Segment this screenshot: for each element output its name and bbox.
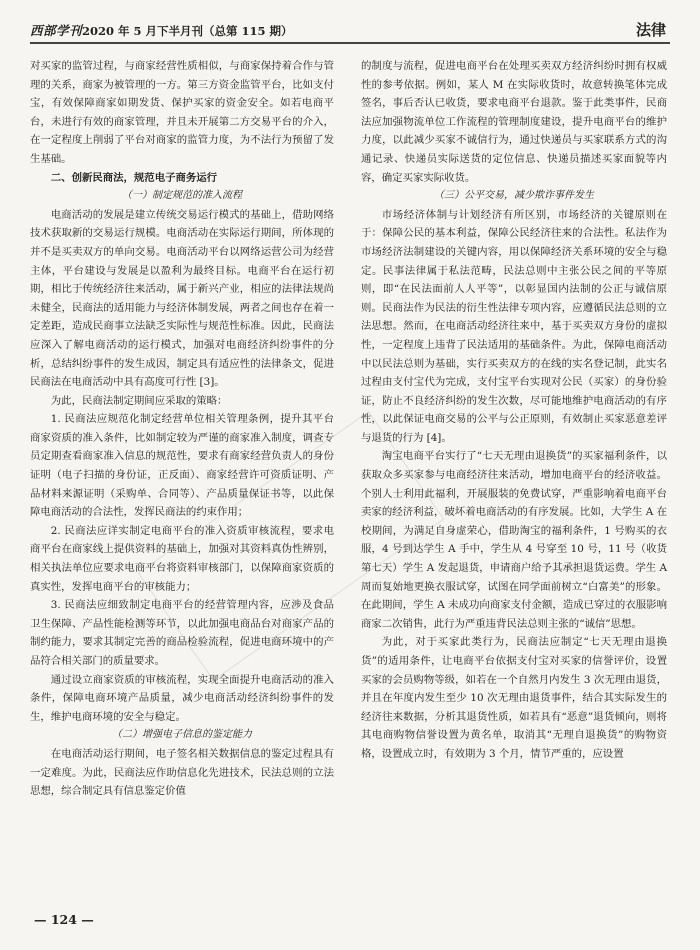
subsection-heading: （二）增强电子信息的鉴定能力: [112, 729, 252, 741]
journal-name: 西部学刊: [30, 23, 83, 38]
paragraph: 通过设立商家资质的审核流程，实现全面提升电商活动的准入条件，保障电商环境产品质量，减少电商活动经济纠纷事件的发生，维护电商环境的安全与稳定。: [30, 673, 334, 723]
journal-title: [30, 21, 293, 39]
paragraph: 在电商活动运行期间，电子签名相关数据信息的鉴定过程具有一定难度。为此，民商法应作助信息化先进技术，民法总则的立法思想，综合制定具有信息鉴定价值: [30, 747, 334, 798]
paragraph: 2. 民商法应详实制定电商平台的准入资质审核流程，要求电商平台在商家线上提供资料的基础上，加强对其资料真伪性辨别，相关执法单位应要求电商平台将资料审核部门，以保障商家资质的真实性，发挥电商平台的审核能力；: [30, 524, 334, 593]
paragraph: 为此，对于买家此类行为，民商法应制定“七天无理由退换货”的适用条件，让电商平台依据支付宝对买家的信誉评价，设置买家的会员购物等级，如若在一个自然月内发生 3 次无理由退货，并且在年度内发生至少 10 次无理由退货事件，结合其实际发生的经济往来数据，分析其退货性质，如若具有“恶意”退货倾向，则将其电商购物信誉设置为黄名单，取消其“无理自退换货”的购物资格，设置成立时，有效期为 3 个月，情节严重的，应设置: [361, 636, 667, 760]
journal-issue: 2020 年 5 月下半月刊（总第 115 期）: [82, 24, 293, 38]
paragraph: 淘宝电商平台实行了“七天无理由退换货”的买家福利条件，以获取众多买家参与电商经济往来活动，增加电商平台的经济收益。个别人士利用此福利，开展服装的免费试穿，严重影响着电商平台卖家的经济利益，破坏着电商活动的有序发展。比如，大学生 A 在校期间，为满足自身虚荣心，借助淘宝的福利条件，1 号购买的衣服，4 号到达学生 A 手中，学生从 4 号穿至 10 号，11 号（收货第七天）学生 A 发起退货，申请商户给予其承担退货运费。学生 A 周而复始地更换衣服试穿，试图在同学面前树立“白富美”的形象。在此期间，学生 A 未成功向商家支付金额，造成已穿过的衣服影响商家二次销售，此行为严重违背民法总则主张的“诚信”思想。: [361, 450, 667, 630]
subsection-heading: （三）公平交易，减少欺诈事件发生: [434, 190, 594, 202]
paragraph: 市场经济体制与计划经济有所区别，市场经济的关键原则在于：保障公民的基本利益，保障公民经济往来的合法性。私法作为市场经济法制建设的关键内容，用以保障经济关系环境的安全与稳定。民事法律属于私法范畴，民法总则中主张公民之间的平等原则，即“在民法面前人人平等”，以彰显国内法制的公正与诚信原则。民商法作为民法的衍生性法律专项内容，应遵循民法总则的立法思想。然而，在电商活动经济往来中，基于买卖双方身份的虚拟性，一定程度上违背了民法适用的基础条件。为此，保障电商活动中以民法总则为基础，实行买卖双方的在线的实名登记制，此实名过程由支付宝代为完成，支付宝平台实现对公民（买家）的身份验证，防止不良经济纠纷的发生次数，尽可能地维护电商活动的有序性，以此保证电商交易的公平与公正原则，有效制止买家恶意差评与退货的行为 [4]。: [361, 208, 667, 444]
right-column: [361, 57, 667, 764]
paragraph: 1. 民商法应规范化制定经营单位相关管理条例，提升其平台商家资质的准入条件，比如制定较为严谨的商家准入制度，调查专员定期查看商家准入信息的规范性，要求有商家经营负责人的身份证明（电子扫描的身份证，正反面）、商家经营许可资质证明、产品材料来源证明（采购单、合同等）、产品质量保证书等，以此保障电商活动的合法性，发挥民商法的约束作用；: [30, 413, 334, 519]
page-header: [30, 18, 670, 42]
subsection-heading: （一）制定规范的准入流程: [122, 190, 242, 202]
section-label: 法律: [635, 21, 666, 39]
header-divider: [30, 42, 670, 44]
paragraph: 3. 民商法应细致制定电商平台的经营管理内容，应涉及食品卫生保障、产品性能检测等环节，以此加强电商品台对商家产品的制约能力，要求其制定完善的商品检验流程，促进电商环境中的产品符合相关部门的质量要求。: [30, 599, 334, 667]
paragraph: 为此，民商法制定期间应采取的策略：: [50, 394, 228, 407]
page-number: — 124 —: [34, 912, 94, 927]
paragraph: 电商活动的发展是建立传统交易运行模式的基础上，借助网络技术获取新的交易运行规模。电商活动在实际运行期间，所体现的并不是买卖双方的单向交易。电商活动平台以网络运营公司为经营主体，平台建设与发展是以盈利为最终目标。电商平台在运行初期，相比于传统经济往来活动，属于新兴产业，相应的法律法规尚未健全，民商法的适用能力与经济体制发展，两者之间也存在着一定差距，造成民商事立法缺乏实际性与规范性标准。因此，民商法应深入了解电商活动的运行模式，加强对电商经济纠纷事件的分析，总结纠纷事件的发生成因，制定具有适应性的法律条文，促进民商法在电商活动中具有高度可行性 [3]。: [30, 208, 334, 389]
section-heading: 二、创新民商法，规范电子商务运行: [50, 171, 218, 184]
paragraph: 对买家的监管过程，与商家经营性质相似，与商家保持着合作与管理的关系，商家为被管理的一方。第三方资金监管平台，比如支付宝，有效保障商家如期发货、保护买家的资金安全。如若电商平台，未进行有效的商家管理，并且未开展第二方交易平台的介入，在一定程度上削弱了平台对商家的监管力度，为不法行为预留了发生基础。: [30, 60, 334, 165]
paragraph: 的制度与流程，促进电商平台在处理买卖双方经济纠纷时拥有权威性的参考依据。例如，某人 M 在实际收货时，故意转换笔体完成签名，事后否认已收货，要求电商平台退款。鉴于此类事件，民商法应加强物流单位工作流程的管理制度建设，提升电商平台的维护力度，以此减少买家不诚信行为，通过快递员与买家联系方式的沟通记录、快递员实际送货的定位信息、快递员描述买家面貌等内容，确定买家实际收货。: [361, 60, 667, 184]
left-column: [30, 57, 334, 801]
